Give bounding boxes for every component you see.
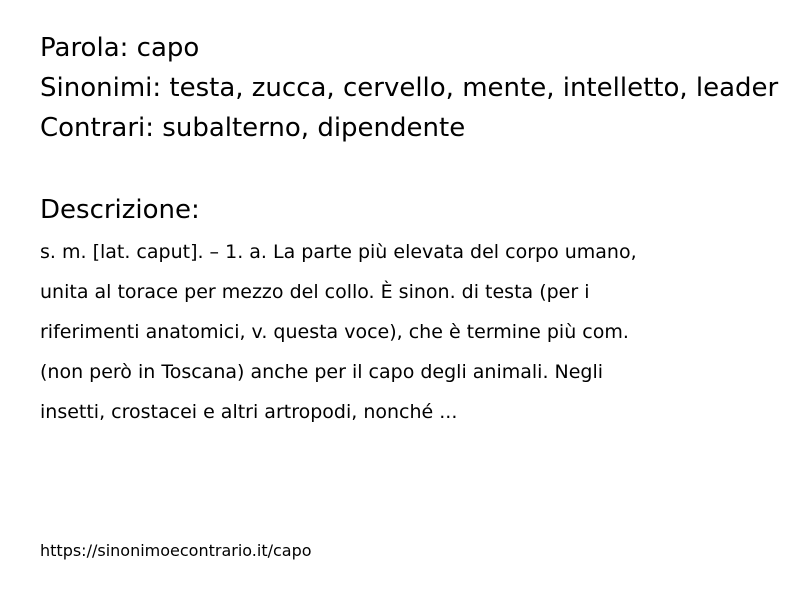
description-line: riferimenti anatomici, v. questa voce), che è termine più com. [40, 321, 629, 343]
description-line: insetti, crostacei e altri artropodi, nonché ... [40, 401, 458, 423]
source-url: https://sinonimoecontrario.it/capo [40, 541, 312, 560]
description-label: Descrizione: [40, 195, 200, 225]
word-title: Parola: capo [40, 33, 200, 63]
description-line: (non però in Toscana) anche per il capo degli animali. Negli [40, 361, 604, 383]
description-line: unita al torace per mezzo del collo. È sinon. di testa (per i [40, 281, 590, 303]
antonyms-line: Contrari: subalterno, dipendente [40, 113, 466, 143]
description-line: s. m. [lat. caput]. – 1. a. La parte più elevata del corpo umano, [40, 241, 637, 263]
description-paragraph [40, 232, 800, 432]
synonyms-line: Sinonimi: testa, zucca, cervello, mente, intelletto, leader [40, 73, 779, 103]
